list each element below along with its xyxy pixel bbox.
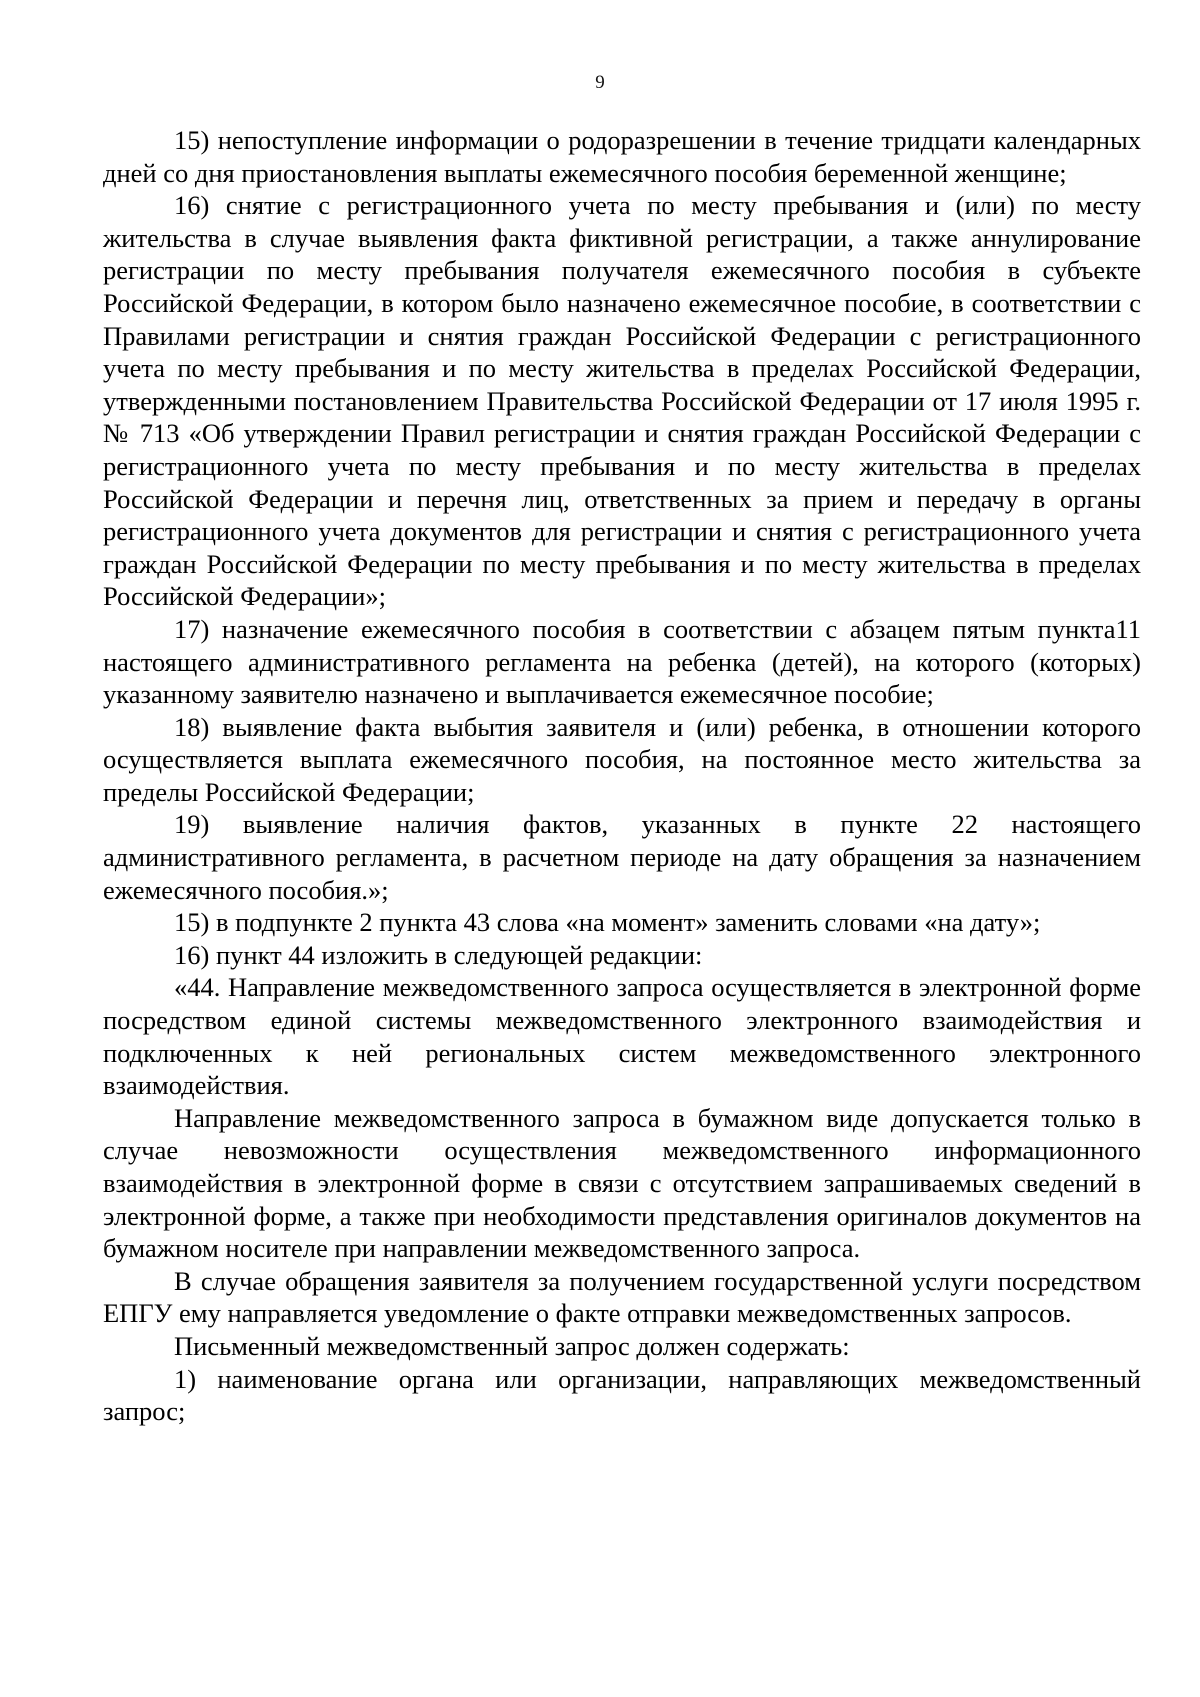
- paragraph-amendment-15: 15) в подпункте 2 пункта 43 слова «на момент» заменить словами «на дату»;: [174, 907, 1041, 938]
- paragraph-item-17-duplicate-benefit: 17) назначение ежемесячного пособия в соответствии с абзацем пятым пункта11 настоящего административного регламента на ребенка (детей), на которого (которых) указанному заявителю назначено и выплачивается ежемесячное пособие;: [103, 613, 1141, 710]
- page-number: 9: [595, 72, 605, 93]
- paragraph-request-item-1: 1) наименование органа или организации, направляющих межведомственный запрос;: [103, 1363, 1141, 1427]
- paragraph-item-16-deregistration: 16) снятие с регистрационного учета по месту пребывания и (или) по месту жительства в случае выявления факта фиктивной регистрации, а также аннулирование регистрации по месту пребывания получателя ежемесячного пособия в субъекте Российской Федерации, в котором было назначено ежемесячное пособие, в соответствии с Правилами регистрации и снятия граждан Российской Федерации с регистрационного учета по месту пребывания и по месту жительства в пределах Российской Федерации, утвержденными постановлением Правительства Российской Федерации от 17 июля 1995 г. № 713 «Об утверждении Правил регистрации и снятия граждан Российской Федерации с регистрационного учета по месту пребывания и по месту жительства в пределах Российской Федерации и перечня лиц, ответственных за прием и передачу в органы регистрационного учета документов для регистрации и снятия с регистрационного учета граждан Российской Федерации по месту пребывания и по месту жительства в пределах Российской Федерации»;: [103, 190, 1141, 612]
- paragraph-paper-request: Направление межведомственного запроса в бумажном виде допускается только в случае невозможности осуществления межведомственного информационного взаимодействия в электронной форме в связи с отсутствием запрашиваемых сведений в электронной форме, а также при необходимости представления оригиналов документов на бумажном носителе при направлении межведомственного запроса.: [103, 1102, 1141, 1264]
- paragraph-item-15-no-birth-info: 15) непоступление информации о родоразрешении в течение тридцати календарных дней со дня приостановления выплаты ежемесячного пособия беременной женщине;: [103, 125, 1141, 188]
- paragraph-epgu-notice: В случае обращения заявителя за получением государственной услуги посредством ЕПГУ ему направляется уведомление о факте отправки межведомственных запросов.: [103, 1265, 1141, 1329]
- paragraph-point-44: «44. Направление межведомственного запроса осуществляется в электронной форме посредством единой системы межведомственного электронного взаимодействия и подключенных к ней региональных систем межведомственного электронного взаимодействия.: [103, 972, 1141, 1101]
- document-body: [103, 124, 1141, 1428]
- paragraph-request-contents: Письменный межведомственный запрос должен содержать:: [174, 1330, 850, 1361]
- paragraph-item-18-relocation: 18) выявление факта выбытия заявителя и (или) ребенка, в отношении которого осуществляется выплата ежемесячного пособия, на постоянное место жительства за пределы Российской Федерации;: [103, 711, 1141, 807]
- paragraph-item-19-facts: 19) выявление наличия фактов, указанных в пункте 22 настоящего административного регламента, в расчетном периоде на дату обращения за назначением ежемесячного пособия.»;: [103, 809, 1141, 905]
- paragraph-amendment-16: 16) пункт 44 изложить в следующей редакции:: [174, 939, 703, 970]
